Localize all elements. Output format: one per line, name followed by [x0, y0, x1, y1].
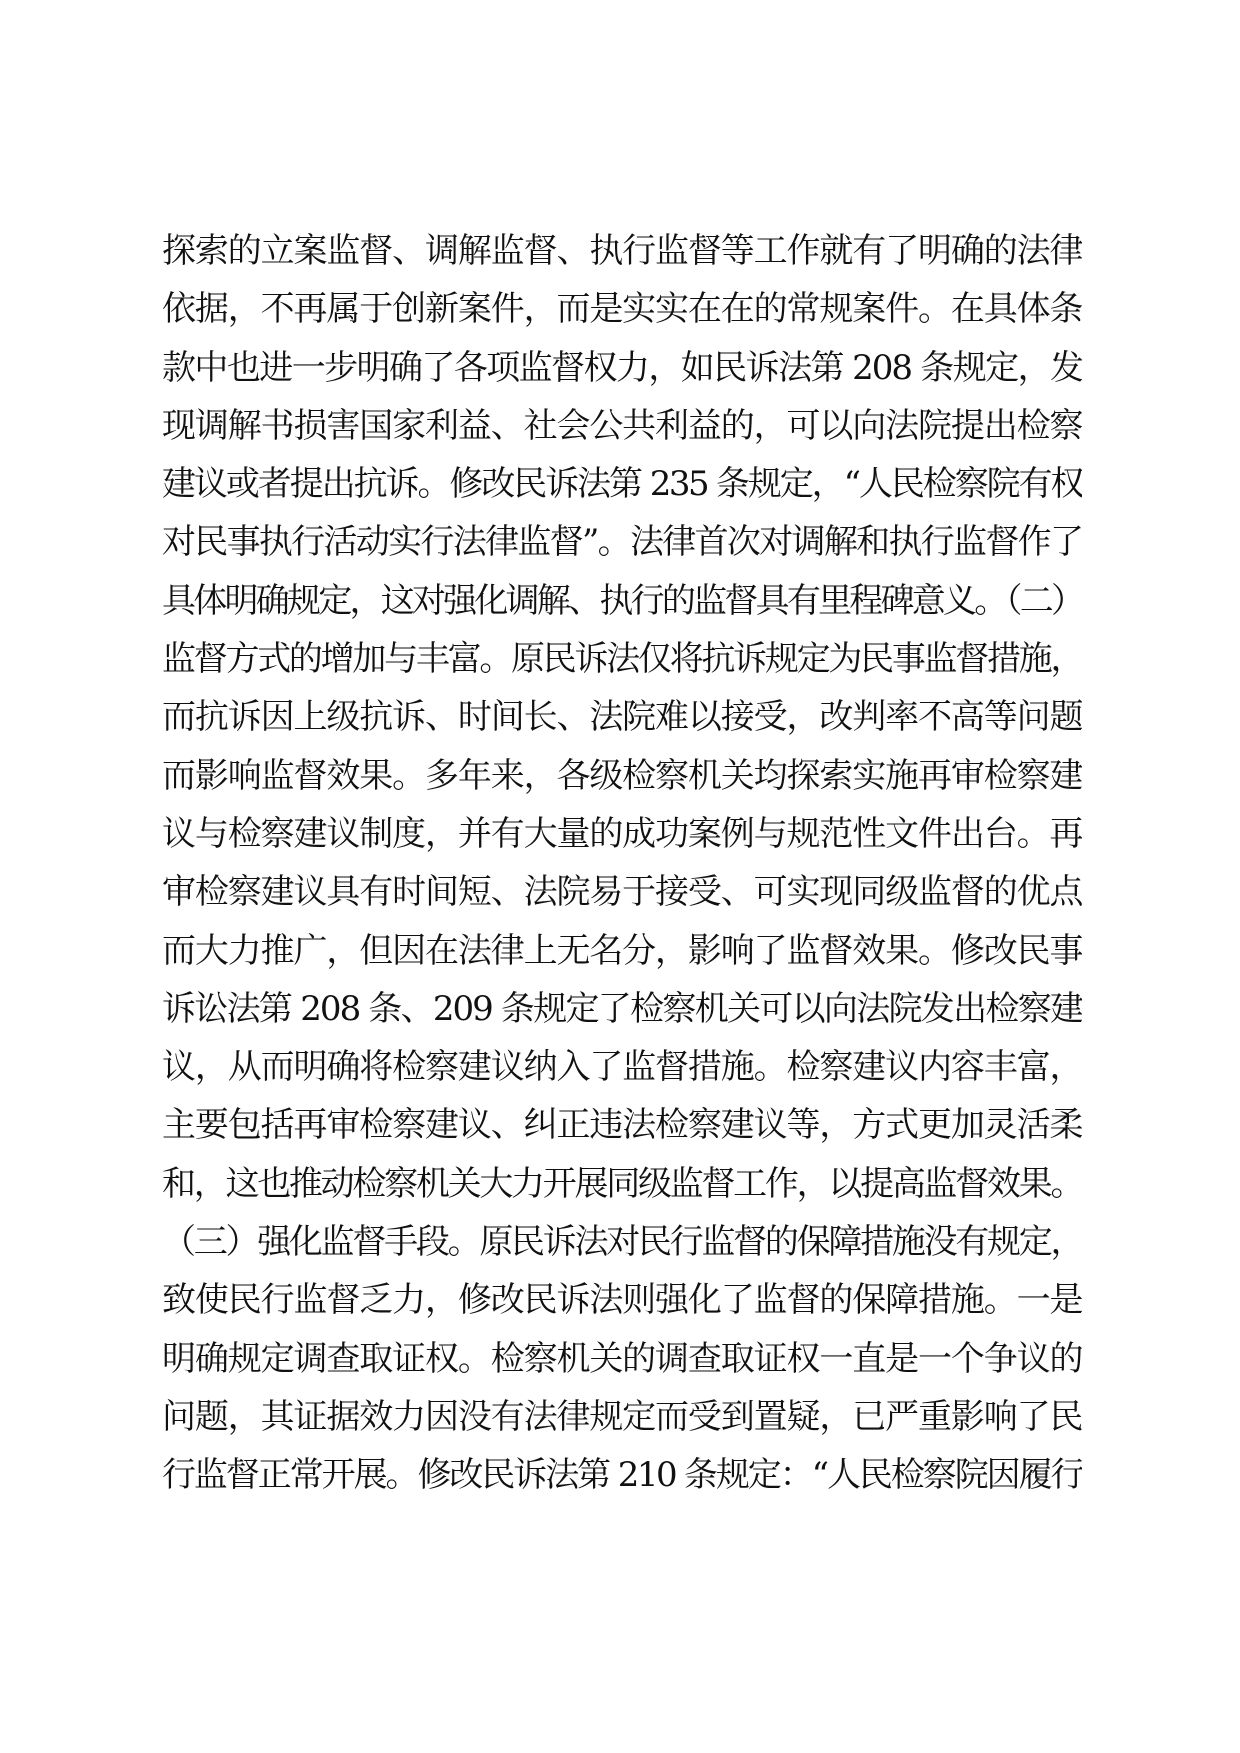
- text-line-5: 建议或者提出抗诉。修改民诉法第 235 条规定，“人民检察院有权: [162, 464, 1082, 505]
- text-line-15: 议，从而明确将检察建议纳入了监督措施。检察建议内容丰富，: [162, 1047, 1082, 1088]
- text-line-8: 监督方式的增加与丰富。原民诉法仅将抗诉规定为民事监督措施，: [162, 639, 1082, 680]
- text-line-4: 现调解书损害国家利益、社会公共利益的，可以向法院提出检察: [162, 405, 1082, 446]
- text-line-10: 而影响监督效果。多年来，各级检察机关均探索实施再审检察建: [162, 755, 1082, 796]
- text-line-18: （三）强化监督手段。原民诉法对民行监督的保障措施没有规定，: [162, 1222, 1082, 1263]
- text-line-19: 致使民行监督乏力，修改民诉法则强化了监督的保障措施。一是: [162, 1280, 1082, 1321]
- body-text: [162, 222, 1082, 1505]
- text-line-13: 而大力推广，但因在法律上无名分，影响了监督效果。修改民事: [162, 930, 1082, 971]
- text-line-3: 款中也进一步明确了各项监督权力，如民诉法第 208 条规定，发: [162, 347, 1082, 388]
- text-line-21: 问题，其证据效力因没有法律规定而受到置疑，已严重影响了民: [162, 1396, 1082, 1437]
- text-line-7: 具体明确规定，这对强化调解、执行的监督具有里程碑意义。（二）: [162, 580, 1082, 621]
- text-line-16: 主要包括再审检察建议、纠正违法检察建议等，方式更加灵活柔: [162, 1105, 1082, 1146]
- text-line-22: 行监督正常开展。修改民诉法第 210 条规定：“人民检察院因履行: [162, 1455, 1082, 1496]
- text-line-9: 而抗诉因上级抗诉、时间长、法院难以接受，改判率不高等问题: [162, 697, 1082, 738]
- text-line-20: 明确规定调查取证权。检察机关的调查取证权一直是一个争议的: [162, 1338, 1082, 1379]
- text-line-2: 依据，不再属于创新案件，而是实实在在的常规案件。在具体条: [162, 289, 1082, 330]
- text-line-12: 审检察建议具有时间短、法院易于接受、可实现同级监督的优点: [162, 872, 1082, 913]
- text-line-17: 和，这也推动检察机关大力开展同级监督工作，以提高监督效果。: [162, 1163, 1082, 1204]
- text-line-14: 诉讼法第 208 条、209 条规定了检察机关可以向法院发出检察建: [162, 988, 1082, 1029]
- text-line-11: 议与检察建议制度，并有大量的成功案例与规范性文件出台。再: [162, 813, 1082, 854]
- text-line-6: 对民事执行活动实行法律监督”。法律首次对调解和执行监督作了: [162, 522, 1082, 563]
- text-line-1: 探索的立案监督、调解监督、执行监督等工作就有了明确的法律: [162, 231, 1082, 271]
